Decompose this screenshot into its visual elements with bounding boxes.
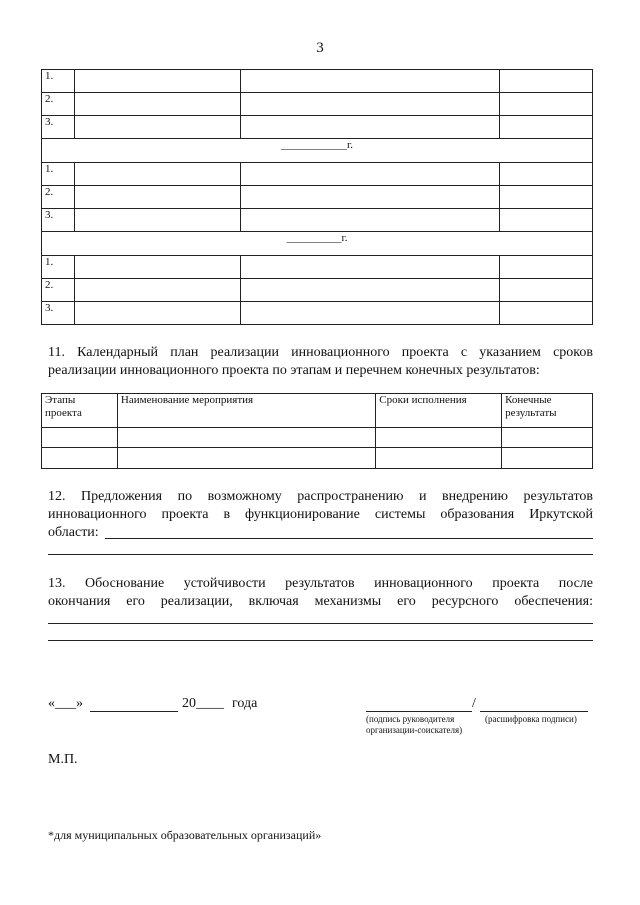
table-row xyxy=(42,428,593,448)
fill-line xyxy=(48,623,593,624)
header-deadlines: Сроки исполнения xyxy=(376,394,502,428)
table-header-row xyxy=(42,394,593,428)
seal-label: М.П. xyxy=(48,752,78,767)
row-number: 1. xyxy=(42,163,75,186)
table-row xyxy=(42,279,593,302)
year-row xyxy=(42,139,593,163)
calendar-plan-table xyxy=(41,393,593,469)
date-open: «___» xyxy=(48,696,83,711)
section-13-text xyxy=(48,575,593,611)
row-number: 3. xyxy=(42,116,75,139)
section-11-text xyxy=(48,344,593,380)
caption-signature-line1: (подпись руководителя xyxy=(366,714,455,724)
section-11-line2: реализации инновационного проекта по этапам и перечнем конечных результатов: xyxy=(48,363,540,378)
row-number: 1. xyxy=(42,256,75,279)
row-number: 2. xyxy=(42,93,75,116)
row-number: 3. xyxy=(42,302,75,325)
fill-line xyxy=(48,554,593,555)
year-suffix: года xyxy=(232,696,258,711)
table-row xyxy=(42,116,593,139)
year-label: __________г. xyxy=(42,232,593,256)
header-results: Конечные результаты xyxy=(502,394,593,428)
decode-line xyxy=(480,711,588,712)
year-row xyxy=(42,232,593,256)
section-13-line1: 13. Обоснование устойчивости результатов инновационного проекта после xyxy=(48,576,593,591)
table-row xyxy=(42,302,593,325)
fill-line xyxy=(105,538,593,539)
caption-decode: (расшифровка подписи) xyxy=(485,714,577,724)
caption-signature-line2: организации-соискателя) xyxy=(366,725,463,735)
footnote: *для муниципальных образовательных организаций» xyxy=(48,828,322,842)
row-number: 1. xyxy=(42,70,75,93)
row-number: 2. xyxy=(42,279,75,302)
table-row xyxy=(42,209,593,232)
header-stages: Этапы проекта xyxy=(42,394,118,428)
date-month-line xyxy=(90,711,178,712)
table-row xyxy=(42,256,593,279)
project-stages-table xyxy=(41,69,593,325)
year-label: ____________г. xyxy=(42,139,593,163)
fill-line xyxy=(48,640,593,641)
table-row xyxy=(42,70,593,93)
table-row xyxy=(42,163,593,186)
section-13-line2: окончания его реализации, включая механизмы его ресурсного обеспечения: xyxy=(48,594,593,609)
caption-signature xyxy=(366,714,462,736)
row-number: 2. xyxy=(42,186,75,209)
year-prefix: 20____ xyxy=(182,696,224,711)
table-row xyxy=(42,186,593,209)
section-11-line1: 11. Календарный план реализации инновационного проекта с указанием сроков xyxy=(48,345,593,360)
page-number: 3 xyxy=(316,40,324,56)
table-row xyxy=(42,448,593,469)
table-row xyxy=(42,93,593,116)
section-12-text xyxy=(48,488,593,542)
row-number: 3. xyxy=(42,209,75,232)
section-12-line1: 12. Предложения по возможному распространению и внедрению результатов xyxy=(48,489,593,504)
section-12-line2: инновационного проекта в функционирование системы образования Иркутской xyxy=(48,507,593,522)
header-activity: Наименование мероприятия xyxy=(117,394,375,428)
signature-line xyxy=(366,711,472,712)
section-12-line3: области: xyxy=(48,525,99,540)
signature-slash: / xyxy=(472,696,476,711)
